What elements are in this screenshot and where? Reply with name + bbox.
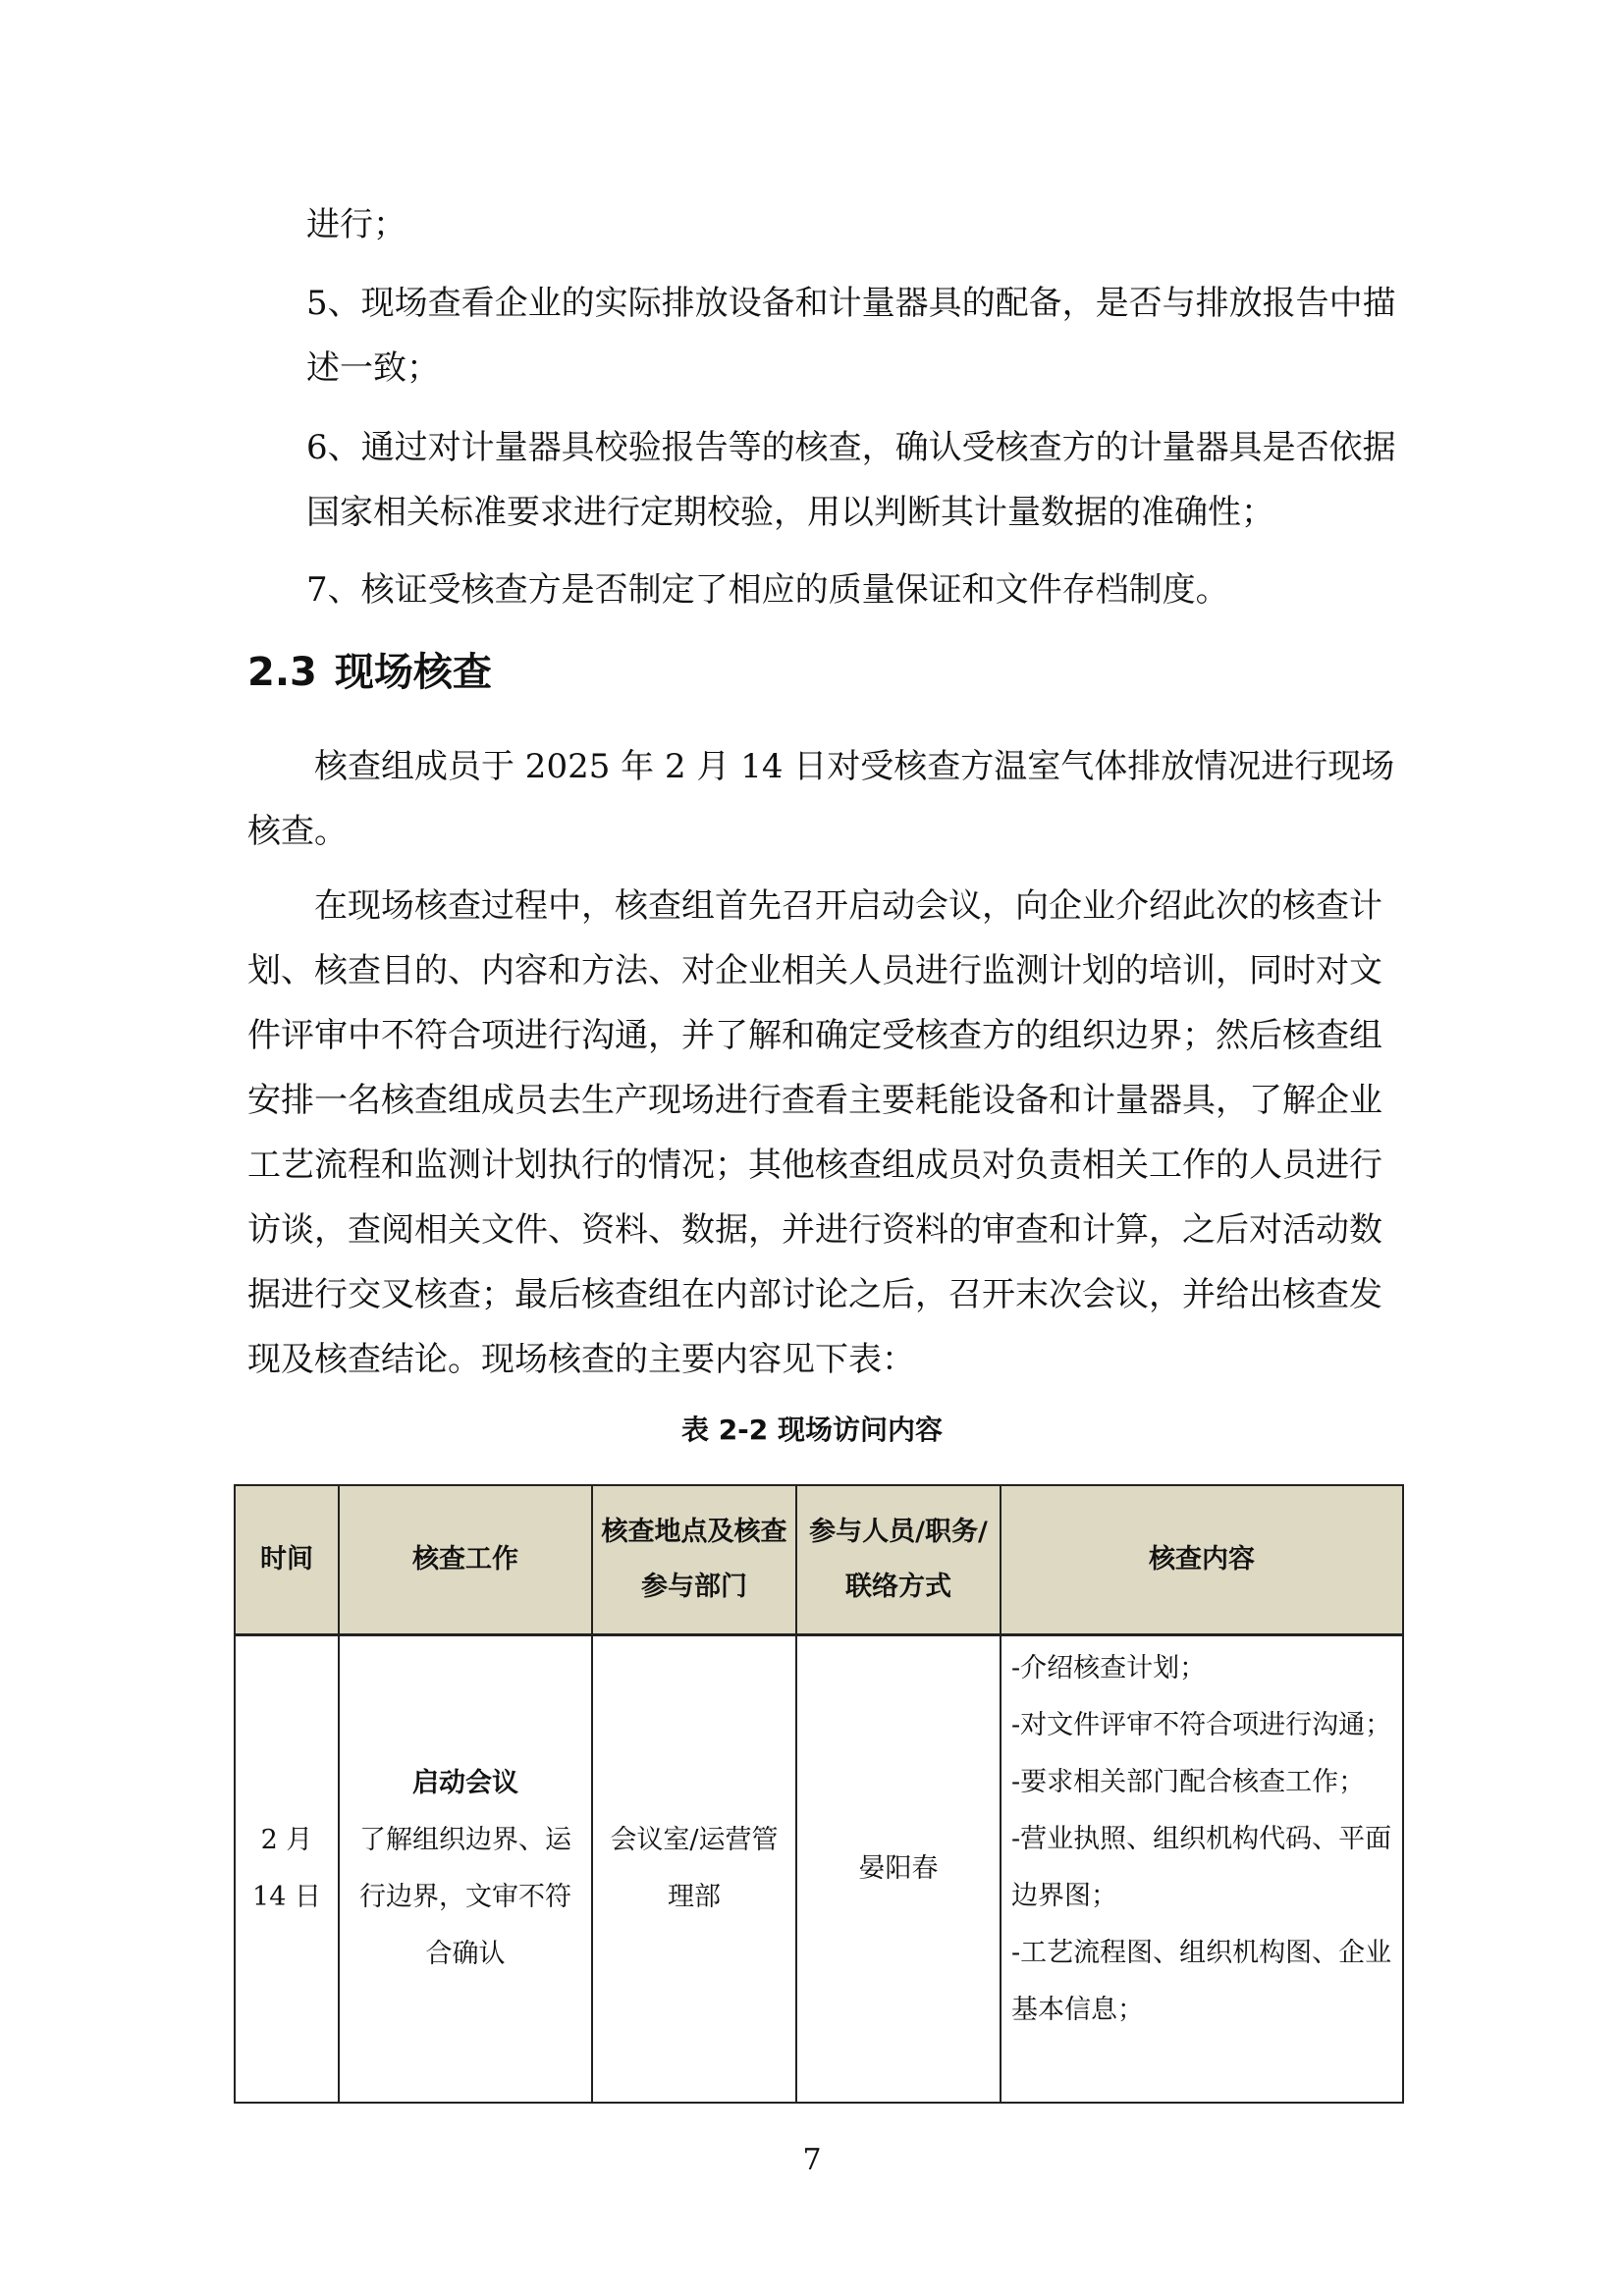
cell-location: 会议室/运营管理部 <box>592 1635 796 2104</box>
list-item-7: 7、核证受核查方是否制定了相应的质量保证和文件存档制度。 <box>306 570 1229 610</box>
content-item: -对文件评审不符合项进行沟通； <box>1011 1710 1392 1740</box>
table-row <box>235 1635 1403 2104</box>
content-item: -介绍核查计划； <box>1011 1653 1207 1683</box>
content-item: -要求相关部门配合核查工作； <box>1011 1767 1366 1797</box>
paragraph-site-visit-date: 核查组成员于 2025 年 2 月 14 日对受核查方温室气体排放情况进行现场核查。 <box>247 747 1395 851</box>
header-location: 核查地点及核查参与部门 <box>592 1485 796 1635</box>
list-item-6: 6、通过对计量器具校验报告等的核查，确认受核查方的计量器具是否依据国家相关标准要求进行定期校验，用以判断其计量数据的准确性； <box>306 428 1396 532</box>
header-work: 核查工作 <box>339 1485 592 1635</box>
list-item-5: 5、现场查看企业的实际排放设备和计量器具的配备，是否与排放报告中描述一致； <box>306 284 1396 388</box>
site-visit-table <box>234 1484 1404 2104</box>
table-caption: 表 2-2 现场访问内容 <box>680 1414 944 1446</box>
intro-line-continued: 进行； <box>306 205 406 244</box>
header-content: 核查内容 <box>1001 1485 1403 1635</box>
cell-work-desc: 了解组织边界、运行边界，文审不符合确认 <box>359 1825 571 1969</box>
content-item: -营业执照、组织机构代码、平面边界图； <box>1011 1824 1392 1911</box>
cell-content <box>1001 1635 1403 2104</box>
header-time: 时间 <box>235 1485 339 1635</box>
section-number: 2.3 <box>247 650 317 695</box>
cell-work <box>339 1635 592 2104</box>
page-number: 7 <box>802 2143 822 2177</box>
cell-people: 晏阳春 <box>796 1635 1001 2104</box>
cell-work-title: 启动会议 <box>412 1768 518 1798</box>
table-header-row <box>235 1485 1403 1635</box>
paragraph-site-visit-process: 在现场核查过程中，核查组首先召开启动会议，向企业介绍此次的核查计划、核查目的、内容和方法、对企业相关人员进行监测计划的培训，同时对文件评审中不符合项进行沟通，并了解和确定受核查方的组织边界；然后核查组安排一名核查组成员去生产现场进行查看主要耗能设备和计量器具，了解企业工艺流程和监测计划执行的情况；其他核查组成员对负责相关工作的人员进行访谈，查阅相关文件、资料、数据，并进行资料的审查和计算，之后对活动数据进行交叉核查；最后核查组在内部讨论之后，召开末次会议，并给出核查发现及核查结论。现场核查的主要内容见下表： <box>247 886 1382 1379</box>
section-heading <box>247 641 492 697</box>
content-item: -工艺流程图、组织机构图、企业基本信息； <box>1011 1938 1392 2025</box>
cell-time: 2 月 14 日 <box>235 1635 339 2104</box>
section-title: 现场核查 <box>334 650 492 695</box>
header-people: 参与人员/职务/联络方式 <box>796 1485 1001 1635</box>
